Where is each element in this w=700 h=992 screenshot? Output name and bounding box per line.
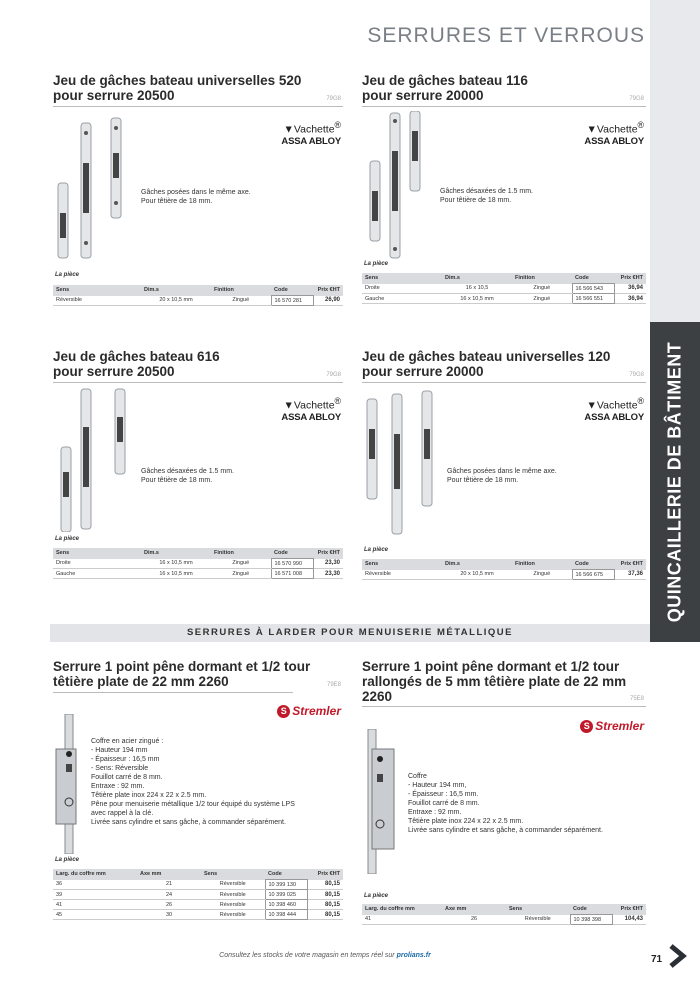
table-header-row: Larg. du coffre mm Axe mm Sens Code Prix €HT: [53, 869, 343, 880]
product-description: Coffre - Hauteur 194 mm, - Épaisseur : 16,5 mm. Fouillot carré de 8 mm. Entraxe : 92 mm. Têtière plate inox 224 x 22 x 2.5 mm. Livrée sans cylindre et sans gâche, à commander séparément.: [408, 773, 603, 834]
product-gache-616: [53, 349, 343, 599]
product-image: [362, 111, 442, 261]
product-image: [362, 389, 442, 539]
table-row: Gauche 16 x 10,5 mm Zingué 16 566 551 36,94: [362, 294, 646, 304]
divider: [53, 382, 343, 383]
table-row: 39 24 Réversible 10 399 025 80,15: [53, 890, 343, 900]
table-header-row: Sens Dim.s Finition Code Prix €HT: [53, 548, 343, 559]
divider: [362, 706, 646, 707]
price-table: [53, 869, 343, 920]
table-row: 36 21 Réversible 10 399 130 80,15: [53, 880, 343, 890]
product-gache-120: [362, 349, 646, 599]
product-description: Gâches désaxées de 1.5 mm. Pour têtière de 18 mm.: [440, 188, 533, 204]
table-row: 41 26 Réversible 10 398 398 104,43: [362, 915, 646, 925]
divider: [53, 106, 343, 107]
next-page-arrow-icon[interactable]: [668, 944, 688, 968]
product-image: [53, 113, 133, 263]
price-table: [53, 285, 343, 306]
vachette-logo: ▼Vachette® ASSA ABLOY: [584, 396, 644, 423]
price-table: [362, 559, 646, 580]
product-description: Gâches désaxées de 1.5 mm. Pour têtière de 18 mm.: [141, 468, 234, 484]
table-row: 45 30 Réversible 10 398 444 80,15: [53, 910, 343, 920]
unit-label: La pièce: [364, 261, 389, 267]
product-title: Serrure 1 point pêne dormant et 1/2 tour rallongés de 5 mm têtière plate de 22 mm 2260: [362, 659, 627, 704]
product-title: Jeu de gâches bateau 116 pour serrure 20000: [362, 73, 528, 103]
price-table: [362, 273, 646, 304]
vachette-logo: ▼Vachette® ASSA ABLOY: [281, 396, 341, 423]
product-serrure-2260: [53, 659, 343, 934]
divider: [362, 382, 646, 383]
product-code-tag: 79G8: [629, 96, 644, 102]
table-row: Droite 16 x 10,5 mm Zingué 16 570 990 23,30: [53, 559, 343, 569]
price-table: [53, 548, 343, 579]
product-serrure-2260-rallonge: [362, 659, 646, 934]
unit-label: La pièce: [55, 857, 80, 863]
divider: [362, 106, 646, 107]
page-title: SERRURES ET VERROUS: [367, 24, 645, 47]
page-number: 71: [651, 954, 663, 965]
prolians-link[interactable]: prolians.fr: [396, 952, 431, 959]
product-description: Gâches posées dans le même axe. Pour têtière de 18 mm.: [447, 468, 557, 484]
footer-note: Consultez les stocks de votre magasin en temps réel sur prolians.fr: [219, 952, 431, 959]
table-header-row: Sens Dim.s Finition Code Prix €HT: [362, 273, 646, 284]
price-table: [362, 904, 646, 925]
unit-label: La pièce: [364, 547, 389, 553]
product-gache-116: [362, 73, 646, 323]
table-row: Réversible 20 x 10,5 mm Zingué 16 566 675 37,36: [362, 570, 646, 580]
product-title: Serrure 1 point pêne dormant et 1/2 tour têtière plate de 22 mm 2260: [53, 659, 311, 689]
stremler-logo: S Stremler: [277, 704, 341, 718]
stremler-logo: S Stremler: [580, 719, 644, 733]
unit-label: La pièce: [55, 272, 80, 278]
product-code-tag: 79E8: [326, 682, 341, 688]
table-row: 41 26 Réversible 10 398 460 80,15: [53, 900, 343, 910]
table-header-row: Sens Dim.s Finition Code Prix €HT: [362, 559, 646, 570]
vachette-logo: ▼Vachette® ASSA ABLOY: [281, 120, 341, 147]
unit-label: La pièce: [364, 893, 389, 899]
product-code-tag: 79G8: [629, 372, 644, 378]
table-row: Droite 16 x 10,5 Zingué 16 566 543 36,94: [362, 284, 646, 294]
section-heading: SERRURES À LARDER POUR MENUISERIE MÉTALLIQUE: [50, 624, 650, 642]
table-row: Gauche 16 x 10,5 mm Zingué 16 571 008 23,30: [53, 569, 343, 579]
category-tab-label: QUINCAILLERIE DE BÂTIMENT: [664, 341, 685, 623]
product-image: [53, 714, 85, 854]
table-header-row: Sens Dim.s Finition Code Prix €HT: [53, 285, 343, 296]
divider: [53, 692, 293, 693]
product-code-tag: 75E8: [629, 696, 644, 702]
side-tab: [650, 0, 700, 992]
product-code-tag: 79G8: [326, 372, 341, 378]
vachette-logo: ▼Vachette® ASSA ABLOY: [584, 120, 644, 147]
unit-label: La pièce: [55, 536, 80, 542]
product-description: Coffre en acier zingué : - Hauteur 194 mm - Épaisseur : 16,5 mm - Sens: Réversible Fouillot carré de 8 mm. Entraxe : 92 mm. Têtière plate inox 224 x 22 x 2.5 mm. Pêne pour menuiserie métallique 1/2 tour équipé du système LPS avec rappel à la clé. Livrée sans cylindre et sans gâche, à commander séparément.: [91, 738, 295, 826]
table-header-row: Larg. du coffre mm Axe mm Sens Code Prix €HT: [362, 904, 646, 915]
category-tab[interactable]: [650, 322, 700, 642]
product-image: [362, 729, 402, 874]
side-tab-strip: [650, 0, 700, 340]
product-gache-520: [53, 73, 343, 323]
product-description: Gâches posées dans le même axe. Pour têtière de 18 mm.: [141, 189, 251, 205]
product-title: Jeu de gâches bateau universelles 520 pour serrure 20500: [53, 73, 302, 103]
product-code-tag: 79G8: [326, 96, 341, 102]
product-title: Jeu de gâches bateau universelles 120 pour serrure 20000: [362, 349, 611, 379]
product-image: [53, 387, 133, 532]
product-title: Jeu de gâches bateau 616 pour serrure 20500: [53, 349, 220, 379]
table-row: Réversible 20 x 10,5 mm Zingué 16 570 281 26,90: [53, 296, 343, 306]
